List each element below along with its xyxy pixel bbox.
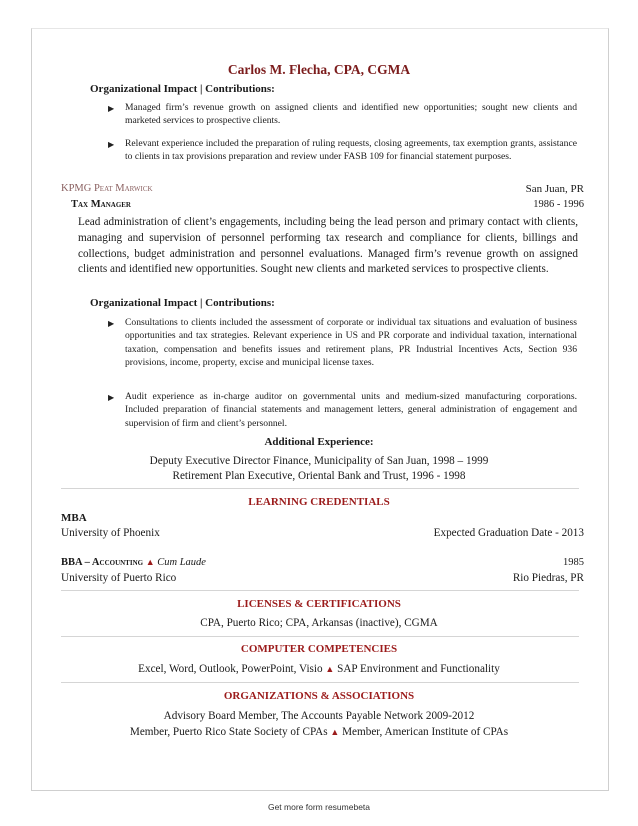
computer-skills-office: Excel, Word, Outlook, PowerPoint, Visio: [138, 663, 323, 675]
computer-competencies-line: [0, 663, 638, 675]
bullet-arrow-icon: ▶: [108, 140, 115, 149]
triangle-separator-icon: ▲: [330, 727, 340, 737]
triangle-separator-icon: ▲: [145, 557, 155, 567]
additional-experience-heading: Additional Experience:: [264, 436, 374, 448]
bullet-arrow-icon: ▶: [108, 393, 115, 402]
bba-honor: Cum Laude: [157, 557, 206, 568]
organization-line: Advisory Board Member, The Accounts Payable Network 2009-2012: [163, 710, 475, 722]
mba-degree: MBA: [61, 512, 87, 524]
bba-school: University of Puerto Rico: [61, 572, 177, 584]
computer-competencies-heading: COMPUTER COMPETENCIES: [240, 643, 398, 655]
org-impact-heading: Organizational Impact | Contributions:: [90, 83, 275, 95]
computer-skills-sap: SAP Environment and Functionality: [337, 663, 500, 675]
licenses-heading: LICENSES & CERTIFICATIONS: [237, 598, 401, 610]
bullet-arrow-icon: ▶: [108, 104, 115, 113]
organization-aicpa: Member, American Institute of CPAs: [342, 726, 509, 738]
candidate-name: Carlos M. Flecha, CPA, CGMA: [227, 62, 411, 77]
bullet-text: Managed firm’s revenue growth on assigned clients and identified new opportunities; sought new clients and marketed services to prospective clients.: [125, 102, 577, 127]
bullet-text: Relevant experience included the preparation of ruling requests, closing agreements, tax exemption grants, assistance to clients in tax provisions preparation and review under FASB 109 for financial statement purposes.: [125, 138, 577, 163]
organizations-heading: ORGANIZATIONS & ASSOCIATIONS: [223, 690, 415, 702]
mba-date: Expected Graduation Date - 2013: [433, 527, 584, 539]
bullet-arrow-icon: ▶: [108, 319, 115, 328]
mba-school: University of Phoenix: [61, 527, 160, 539]
org-impact-heading: Organizational Impact | Contributions:: [90, 297, 275, 309]
section-divider: [61, 682, 579, 683]
learning-credentials-heading: LEARNING CREDENTIALS: [248, 496, 390, 508]
section-divider: [61, 590, 579, 591]
bba-location: Rio Piedras, PR: [512, 572, 584, 584]
footer-link[interactable]: Get more form resumebeta: [267, 802, 371, 812]
organization-prsscpa: Member, Puerto Rico State Society of CPAs: [129, 726, 328, 738]
section-divider: [61, 488, 579, 489]
bba-year: 1985: [563, 557, 584, 568]
bba-degree: BBA – Accounting: [61, 557, 144, 568]
triangle-separator-icon: ▲: [325, 664, 335, 674]
additional-experience-line: Retirement Plan Executive, Oriental Bank and Trust, 1996 - 1998: [172, 470, 466, 482]
bullet-text: Consultations to clients included the assessment of corporate or individual tax situations and evaluation of business opportunities and tax strategies. Relevant experience in US and PR corporate and individual taxation, international taxation, compensation and benefits issues and retirement plans, PR Industrial Incentives Acts, Section 936 provisions, income, property, excise and municipal license taxes.: [125, 317, 577, 369]
bba-line: [61, 557, 206, 568]
section-divider: [61, 636, 579, 637]
organization-line: [0, 726, 638, 738]
bullet-text: Audit experience as in-charge auditor on governmental units and medium-sized manufacturing corporations. Included preparation of financial statements and management letters, general administration of engagement and supervision of firm and client’s personnel.: [125, 391, 577, 429]
licenses-text: CPA, Puerto Rico; CPA, Arkansas (inactive), CGMA: [200, 617, 438, 629]
employer-location: San Juan, PR: [525, 183, 584, 195]
job-title: Tax Manager: [71, 199, 131, 210]
job-summary: Lead administration of client’s engagements, including being the lead person and primary contact with clients, managing and supervision of personnel performing tax research and compliance for clients, billings and collections, budget administration and personnel evaluations. Managed firm’s revenue growth on assigned clients and identified new opportunities. Sought new clients and marketed services to prospective clients.: [78, 216, 578, 276]
additional-experience-line: Deputy Executive Director Finance, Municipality of San Juan, 1998 – 1999: [149, 455, 489, 467]
job-dates: 1986 - 1996: [533, 199, 584, 210]
employer-name: KPMG Peat Marwick: [61, 183, 153, 194]
